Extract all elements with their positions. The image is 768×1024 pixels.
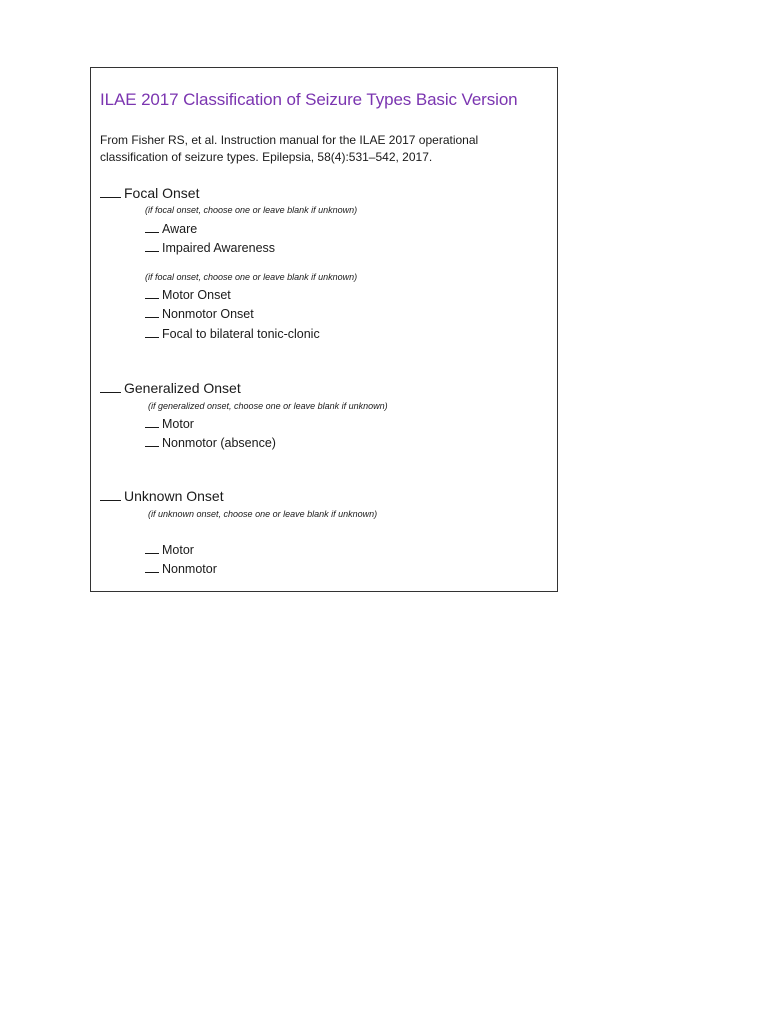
generalized-onset-label: Generalized Onset — [124, 380, 241, 396]
option-label: Impaired Awareness — [162, 241, 276, 255]
generalized-onset-checkbox[interactable] — [100, 380, 241, 396]
option-label: Nonmotor Onset — [162, 307, 254, 321]
generalized-hint: (if generalized onset, choose one or leave blank if unknown) — [148, 401, 388, 411]
option-nonmotor-absence[interactable] — [145, 435, 276, 450]
blank-line — [145, 287, 159, 299]
unknown-onset-checkbox[interactable] — [100, 488, 224, 504]
focal-hint-2: (if focal onset, choose one or leave blank if unknown) — [145, 272, 358, 282]
citation: From Fisher RS, et al. Instruction manual for the ILAE 2017 operational classification of seizure types. Epilepsia, 58(4):531–542, 2017. — [100, 133, 479, 164]
option-unknown-nonmotor[interactable] — [145, 561, 217, 576]
blank-line — [145, 326, 159, 338]
blank-line — [145, 435, 159, 447]
option-label: Focal to bilateral tonic-clonic — [162, 327, 320, 341]
option-aware[interactable] — [145, 221, 197, 236]
option-nonmotor-onset[interactable] — [145, 306, 254, 321]
blank-line — [100, 186, 121, 198]
blank-line — [145, 221, 159, 233]
blank-line — [145, 306, 159, 318]
focal-onset-label: Focal Onset — [124, 185, 200, 201]
option-unknown-motor[interactable] — [145, 542, 194, 557]
blank-line — [145, 416, 159, 428]
option-label: Motor Onset — [162, 288, 231, 302]
unknown-onset-label: Unknown Onset — [124, 488, 224, 504]
blank-line — [100, 381, 121, 393]
option-motor-onset[interactable] — [145, 287, 231, 302]
option-generalized-motor[interactable] — [145, 416, 194, 431]
option-label: Nonmotor (absence) — [162, 436, 276, 450]
unknown-hint: (if unknown onset, choose one or leave blank if unknown) — [148, 509, 378, 519]
option-focal-to-bilateral[interactable] — [145, 326, 320, 341]
blank-line — [145, 561, 159, 573]
option-label: Aware — [162, 222, 198, 236]
blank-line — [145, 542, 159, 554]
blank-line — [100, 489, 121, 501]
blank-line — [145, 240, 159, 252]
focal-onset-checkbox[interactable] — [100, 185, 199, 201]
option-label: Motor — [162, 417, 194, 431]
option-impaired-awareness[interactable] — [145, 240, 275, 255]
option-label: Nonmotor — [162, 562, 217, 576]
option-label: Motor — [162, 543, 194, 557]
page-title: ILAE 2017 Classification of Seizure Types Basic Version — [100, 90, 518, 109]
focal-hint-1: (if focal onset, choose one or leave blank if unknown) — [145, 205, 358, 215]
